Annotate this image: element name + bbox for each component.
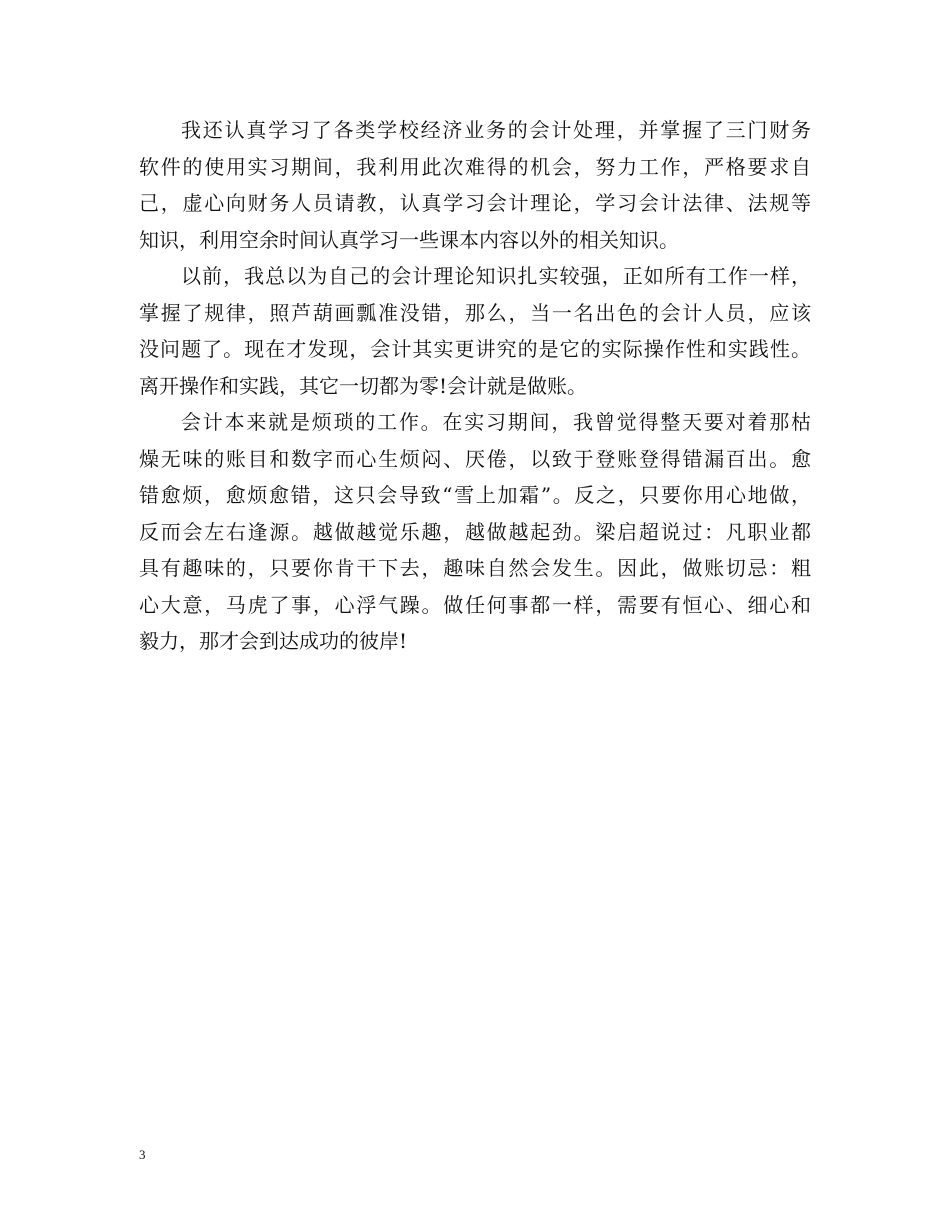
paragraph-line: 以前，我总以为自己的会计理论知识扎实较强，正如所有工作一样， xyxy=(181,264,811,288)
paragraph-line: 软件的使用实习期间，我利用此次难得的机会，努力工作，严格要求自 xyxy=(139,154,811,179)
paragraph-line: 毅力，那才会到达成功的彼岸! xyxy=(139,629,408,653)
paragraph-2 xyxy=(139,258,811,404)
paragraph-line: 反而会左右逢源。越做越觉乐趣，越做越起劲。梁启超说过：凡职业都 xyxy=(139,519,811,544)
paragraph-line: 具有趣味的，只要你肯干下去，趣味自然会发生。因此，做账切忌：粗 xyxy=(139,556,811,580)
paragraph-line: 错愈烦，愈烦愈错，这只会导致“雪上加霜”。反之，只要你用心地做， xyxy=(139,483,811,507)
paragraph-line: 心大意，马虎了事，心浮气躁。做任何事都一样，需要有恒心、细心和 xyxy=(139,592,811,617)
paragraph-3 xyxy=(139,404,811,660)
paragraph-line: 知识，利用空余时间认真学习一些课本内容以外的相关知识。 xyxy=(139,227,679,252)
paragraph-line: 会计本来就是烦琐的工作。在实习期间，我曾觉得整天要对着那枯 xyxy=(181,410,811,434)
paragraph-line: 没问题了。现在才发现，会计其实更讲究的是它的实际操作性和实践性。 xyxy=(139,337,811,361)
paragraph-line: 掌握了规律，照芦葫画瓢准没错，那么，当一名出色的会计人员，应该 xyxy=(139,300,811,325)
paragraph-line: 燥无味的账目和数字而心生烦闷、厌倦，以致于登账登得错漏百出。愈 xyxy=(139,446,811,471)
page-number: 3 xyxy=(139,1147,146,1162)
paragraph-line: 离开操作和实践，其它一切都为零!会计就是做账。 xyxy=(139,373,588,398)
paragraph-line: 己，虚心向财务人员请教，认真学习会计理论，学习会计法律、法规等 xyxy=(139,191,811,215)
document-body xyxy=(139,112,811,660)
paragraph-1 xyxy=(139,112,811,258)
paragraph-line: 我还认真学习了各类学校经济业务的会计处理，并掌握了三门财务 xyxy=(181,118,811,142)
